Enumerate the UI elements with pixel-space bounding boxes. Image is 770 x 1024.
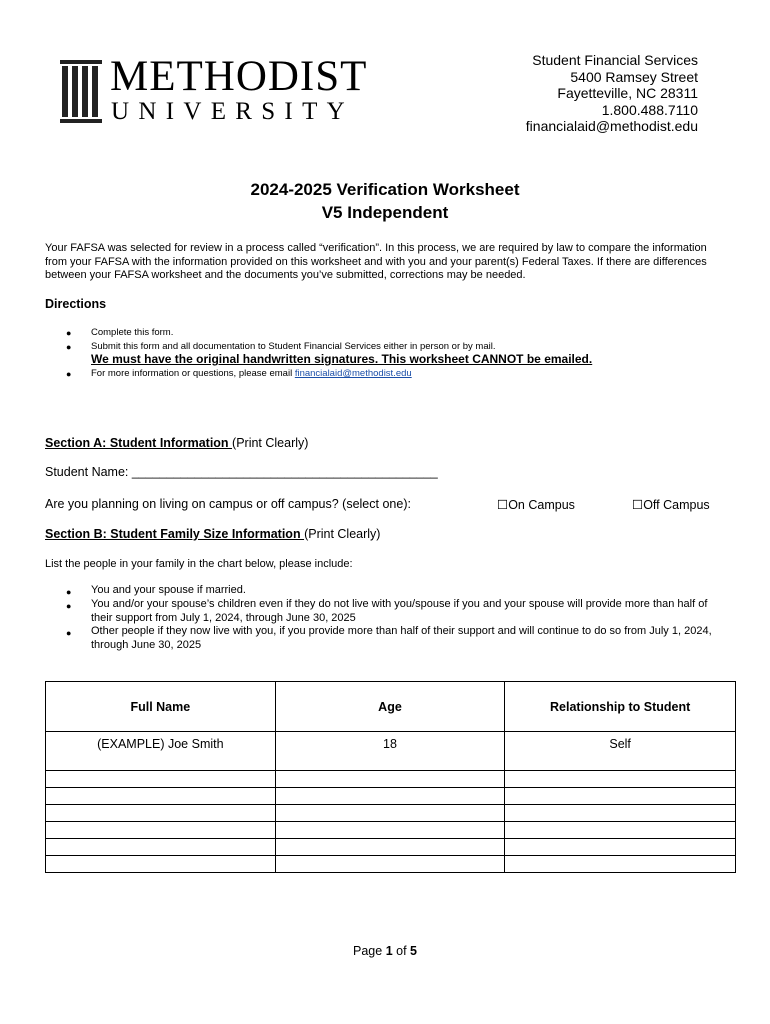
page-prefix: Page	[353, 944, 386, 958]
contact-email: financialaid@methodist.edu	[525, 118, 698, 134]
full-name-cell[interactable]	[46, 856, 276, 873]
relationship-cell[interactable]	[505, 839, 736, 856]
office-name: Student Financial Services	[532, 52, 698, 68]
full-name-cell[interactable]	[46, 822, 276, 839]
logo-subtitle: UNIVERSITY	[111, 98, 354, 125]
bullet-icon: ●	[66, 587, 72, 597]
worksheet-title: 2024-2025 Verification Worksheet	[250, 180, 520, 199]
section-b-note: (Print Clearly)	[304, 527, 381, 541]
age-cell[interactable]	[275, 805, 505, 822]
page-total: 5	[410, 944, 417, 958]
example-full-name: (EXAMPLE) Joe Smith	[46, 732, 276, 771]
family-members-table	[45, 681, 736, 873]
table-row	[46, 822, 736, 839]
header-full-name: Full Name	[46, 682, 276, 732]
bullet-icon: ●	[66, 342, 72, 352]
worksheet-subtitle: V5 Independent	[321, 203, 449, 222]
city-state-zip: Fayetteville, NC 28311	[557, 85, 698, 101]
contact-prefix: For more information or questions, please email	[91, 368, 295, 379]
student-name-field[interactable]: Student Name: ____________________________________________	[45, 465, 438, 479]
street-address: 5400 Ramsey Street	[570, 68, 698, 85]
off-campus-checkbox[interactable]: ☐Off Campus	[632, 498, 710, 512]
bullet-icon: ●	[66, 628, 72, 638]
relationship-cell[interactable]	[505, 822, 736, 839]
full-name-cell[interactable]	[46, 839, 276, 856]
section-a-heading	[45, 436, 308, 450]
family-criteria-list	[0, 584, 770, 659]
relationship-cell[interactable]	[505, 856, 736, 873]
bullet-icon: ●	[66, 601, 72, 611]
criteria-spouse: You and your spouse if married.	[91, 584, 246, 596]
contact-address-block	[526, 52, 698, 135]
page-current: 1	[385, 944, 393, 958]
header-relationship: Relationship to Student	[505, 682, 736, 732]
directions-heading: Directions	[45, 297, 107, 311]
signature-warning: We must have the original handwritten signatures. This worksheet CANNOT be emailed.	[91, 352, 593, 366]
table-row	[46, 805, 736, 822]
criteria-children: You and/or your spouse’s children even if they do not live with you/spouse if you and your spouse will provide more than half of their support from July 1, 2024, through June 30, 2025	[91, 598, 708, 624]
table-row	[46, 839, 736, 856]
table-row	[46, 856, 736, 873]
family-list-intro: List the people in your family in the chart below, please include:	[45, 558, 353, 570]
table-header-row	[46, 682, 736, 732]
example-age: 18	[275, 732, 505, 771]
header-age: Age	[275, 682, 505, 732]
relationship-cell[interactable]	[505, 771, 736, 788]
section-b-title: Section B: Student Family Size Information	[45, 527, 305, 541]
criteria-other-people: Other people if they now live with you, if you provide more than half of their support and will continue to do so from July 1, 2024, through June 30, 2025	[91, 625, 712, 651]
email-link[interactable]: financialaid@methodist.edu	[294, 368, 412, 379]
section-a-title: Section A: Student Information	[45, 436, 233, 450]
page-number	[0, 944, 770, 958]
logo-wordmark: METHODIST	[110, 53, 368, 100]
page-of: of	[392, 944, 411, 958]
direction-item-contact	[0, 367, 770, 383]
relationship-cell[interactable]	[505, 805, 736, 822]
age-cell[interactable]	[275, 839, 505, 856]
section-b-heading	[45, 527, 380, 541]
bullet-icon: ●	[66, 369, 72, 379]
section-a-note: (Print Clearly)	[232, 436, 309, 450]
table-row	[46, 771, 736, 788]
table-row	[46, 788, 736, 805]
campus-question: Are you planning on living on campus or off campus? (select one):	[45, 497, 411, 511]
example-row	[46, 732, 736, 771]
age-cell[interactable]	[275, 771, 505, 788]
direction-item-complete: Complete this form.	[91, 327, 174, 338]
full-name-cell[interactable]	[46, 771, 276, 788]
on-campus-checkbox[interactable]: ☐On Campus	[497, 498, 575, 512]
example-relationship: Self	[505, 732, 736, 771]
age-cell[interactable]	[275, 788, 505, 805]
direction-item-submit: Submit this form and all documentation to Student Financial Services either in person or by mail.	[91, 341, 496, 352]
age-cell[interactable]	[275, 822, 505, 839]
age-cell[interactable]	[275, 856, 505, 873]
relationship-cell[interactable]	[505, 788, 736, 805]
full-name-cell[interactable]	[46, 788, 276, 805]
bullet-icon: ●	[66, 328, 72, 338]
full-name-cell[interactable]	[46, 805, 276, 822]
phone-number: 1.800.488.7110	[601, 101, 698, 118]
intro-paragraph: Your FAFSA was selected for review in a process called “verification”. In this process, we are required by law to compare the information from your FAFSA with the information provided on this worksheet and with you and your parent(s) Federal Taxes. If there are differences between your FAFSA worksheet and the documents you’ve submitted, corrections may be needed.	[45, 242, 707, 281]
